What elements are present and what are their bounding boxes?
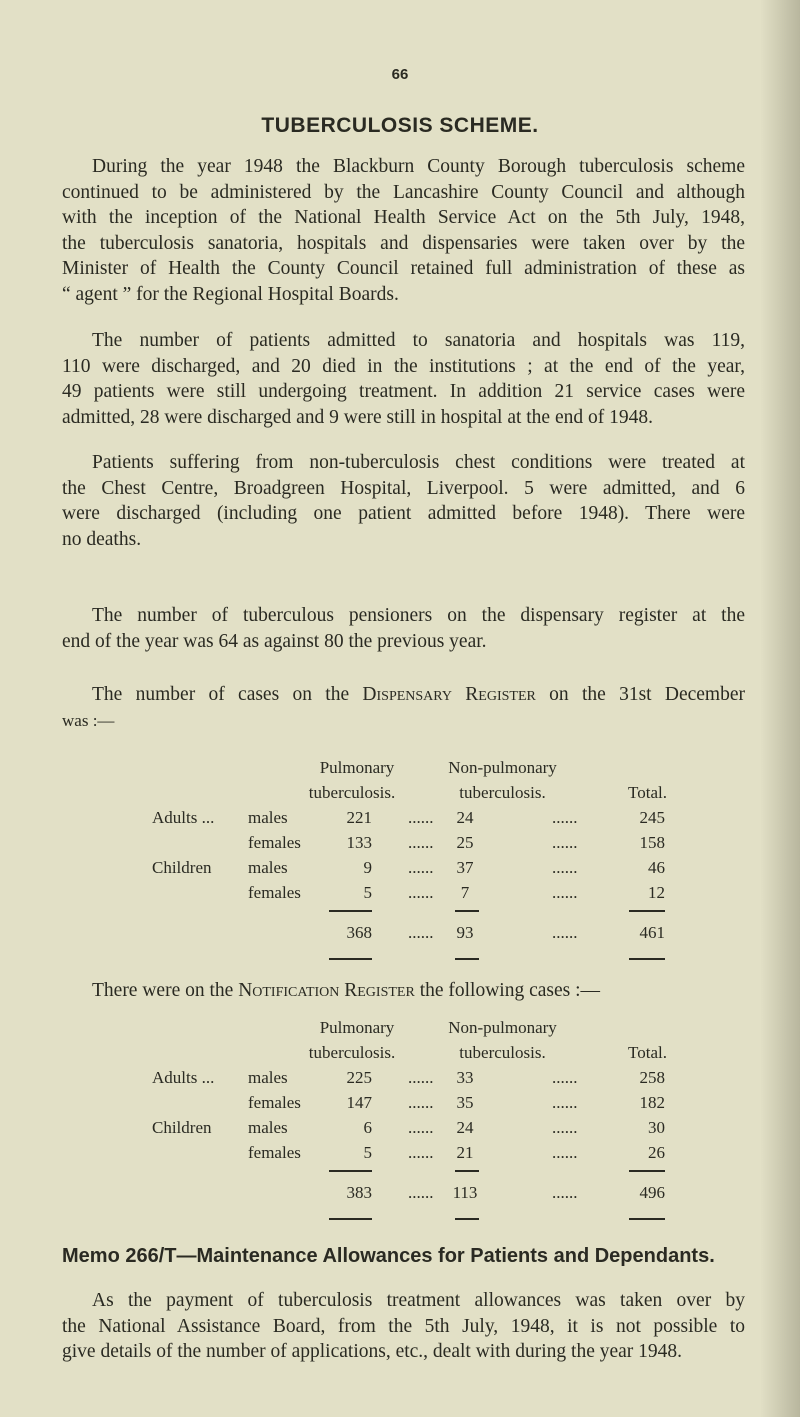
cell-pulmonary: 147 <box>346 1093 372 1112</box>
dots: ...... <box>552 923 578 942</box>
text-line: As the payment of tuberculosis treatment allowances was taken over by <box>92 1290 745 1311</box>
cell-total: 26 <box>648 1143 665 1162</box>
text-line: The number of patients admitted to sanatoria and hospitals was 119, <box>92 330 745 351</box>
rule-line <box>329 1170 372 1172</box>
header-pulmonary: Pulmonary <box>319 758 395 777</box>
dots: ...... <box>552 1143 578 1162</box>
rule-line <box>629 1170 665 1172</box>
notification-intro: There were on the Notification Register the following cases :— <box>92 980 601 1001</box>
cell-total: 12 <box>648 883 665 902</box>
dots: ...... <box>552 833 578 852</box>
cell-non-pulmonary: 24 <box>456 1118 474 1137</box>
paragraph-chest-centre <box>62 450 745 552</box>
text-line: Minister of Health the County Council retained full administration of these as <box>62 258 745 279</box>
page-title: TUBERCULOSIS SCHEME. <box>261 114 539 137</box>
paragraph-admissions <box>62 328 745 430</box>
text-line: “ agent ” for the Regional Hospital Boards. <box>62 283 399 305</box>
cell-non-pulmonary: 35 <box>456 1093 474 1112</box>
memo-heading: Memo 266/T—Maintenance Allowances for Patients and Dependants. <box>62 1245 715 1267</box>
total-total: 496 <box>639 1183 665 1202</box>
cell-non-pulmonary: 21 <box>456 1143 474 1162</box>
cell-total: 245 <box>639 808 665 827</box>
header-non-pulmonary: tuberculosis. <box>459 1043 546 1062</box>
header-non-pulmonary: tuberculosis. <box>459 783 546 802</box>
dots: ...... <box>552 1093 578 1112</box>
total-pulmonary: 368 <box>346 923 372 942</box>
cell-non-pulmonary: 33 <box>456 1068 474 1087</box>
rule-line <box>329 910 372 912</box>
text-line: admitted, 28 were discharged and 9 were still in hospital at the end of 1948. <box>62 406 653 428</box>
rule-line <box>629 910 665 912</box>
cell-pulmonary: 6 <box>363 1118 372 1137</box>
cell-total: 30 <box>648 1118 665 1137</box>
dots: ...... <box>552 808 578 827</box>
notification-register-term: Notification Register <box>238 980 415 1001</box>
total-non-pulmonary: 113 <box>452 1183 478 1202</box>
cell-pulmonary: 221 <box>346 808 372 827</box>
row-sex: females <box>248 1093 301 1112</box>
text-line: no deaths. <box>62 528 142 550</box>
header-pulmonary: tuberculosis. <box>308 1043 396 1062</box>
dots: ...... <box>408 858 434 877</box>
text-line: the tuberculosis sanatoria, hospitals and dispensaries were taken over by the <box>62 232 745 254</box>
header-non-pulmonary: Non-pulmonary <box>448 1018 557 1037</box>
cell-total: 46 <box>648 858 665 877</box>
paragraph-intro <box>62 154 745 307</box>
dots: ...... <box>408 923 434 942</box>
dots: ...... <box>408 833 434 852</box>
row-sex: males <box>248 1068 288 1087</box>
cell-non-pulmonary: 24 <box>456 808 474 827</box>
text-line: 110 were discharged, and 20 died in the institutions ; at the end of the year, <box>62 355 745 377</box>
dots: ...... <box>408 1143 434 1162</box>
row-sex: males <box>248 858 288 877</box>
cell-non-pulmonary: 7 <box>460 883 470 902</box>
dots: ...... <box>408 1093 434 1112</box>
row-group: Children <box>152 858 212 877</box>
dots: ...... <box>552 1068 578 1087</box>
dots: ...... <box>408 1118 434 1137</box>
row-sex: females <box>248 833 301 852</box>
row-group: Adults ... <box>152 808 215 827</box>
cell-pulmonary: 5 <box>363 883 372 902</box>
header-total: Total. <box>628 1043 667 1062</box>
dots: ...... <box>552 883 578 902</box>
header-total: Total. <box>628 783 667 802</box>
row-sex: males <box>248 1118 288 1137</box>
dispensary-intro: The number of cases on the Dispensary Register on the 31st December was :— <box>62 684 746 730</box>
rule-line <box>629 1218 665 1220</box>
dispensary-register-term: Dispensary Register <box>362 684 536 705</box>
cell-total: 182 <box>639 1093 665 1112</box>
text-line: were discharged (including one patient admitted before 1948). There were <box>62 503 745 524</box>
text-line: continued to be administered by the Lancashire County Council and although <box>62 181 745 203</box>
row-sex: males <box>248 808 288 827</box>
dots: ...... <box>552 1183 578 1202</box>
rule-line <box>455 958 479 960</box>
text-line: 49 patients were still undergoing treatment. In addition 21 service cases were <box>62 381 745 402</box>
cell-non-pulmonary: 25 <box>456 833 474 852</box>
dots: ...... <box>408 1068 434 1087</box>
dots: ...... <box>408 808 434 827</box>
cell-pulmonary: 225 <box>346 1068 372 1087</box>
cell-non-pulmonary: 37 <box>456 858 474 877</box>
text-line: with the inception of the National Health Service Act on the 5th July, 1948, <box>62 207 745 228</box>
header-pulmonary: tuberculosis. <box>308 783 396 802</box>
page-edge-shadow <box>760 0 800 1417</box>
rule-line <box>455 1218 479 1220</box>
rule-line <box>455 1170 479 1172</box>
paragraph-pensioners <box>62 603 745 654</box>
total-pulmonary: 383 <box>346 1183 372 1202</box>
paragraph-memo <box>62 1288 745 1365</box>
total-total: 461 <box>639 923 665 942</box>
header-non-pulmonary: Non-pulmonary <box>448 758 557 777</box>
row-group: Children <box>152 1118 212 1137</box>
row-group: Adults ... <box>152 1068 215 1087</box>
text-line: the Chest Centre, Broadgreen Hospital, Liverpool. 5 were admitted, and 6 <box>62 477 745 499</box>
text-line: end of the year was 64 as against 80 the previous year. <box>62 630 487 652</box>
dots: ...... <box>408 1183 434 1202</box>
rule-line <box>629 958 665 960</box>
dots: ...... <box>552 858 578 877</box>
text-line: give details of the number of applications, etc., dealt with during the year 1948. <box>62 1341 683 1362</box>
cell-total: 158 <box>639 833 665 852</box>
dots: ...... <box>552 1118 578 1137</box>
header-pulmonary: Pulmonary <box>319 1018 395 1037</box>
rule-line <box>329 1218 372 1220</box>
rule-line <box>455 910 479 912</box>
total-non-pulmonary: 93 <box>456 923 474 942</box>
cell-pulmonary: 5 <box>363 1143 372 1162</box>
text-line: During the year 1948 the Blackburn County Borough tuberculosis scheme <box>92 156 745 177</box>
text-line: Patients suffering from non-tuberculosis chest conditions were treated at <box>92 452 745 473</box>
rule-line <box>329 958 372 960</box>
text-line: the National Assistance Board, from the 5th July, 1948, it is not possible to <box>62 1315 745 1337</box>
dots: ...... <box>408 883 434 902</box>
cell-pulmonary: 9 <box>363 858 372 877</box>
row-sex: females <box>248 1143 301 1162</box>
text-line: The number of tuberculous pensioners on the dispensary register at the <box>92 605 745 626</box>
cell-total: 258 <box>639 1068 665 1087</box>
page-number: 66 <box>391 66 409 83</box>
row-sex: females <box>248 883 301 902</box>
cell-pulmonary: 133 <box>346 833 372 852</box>
